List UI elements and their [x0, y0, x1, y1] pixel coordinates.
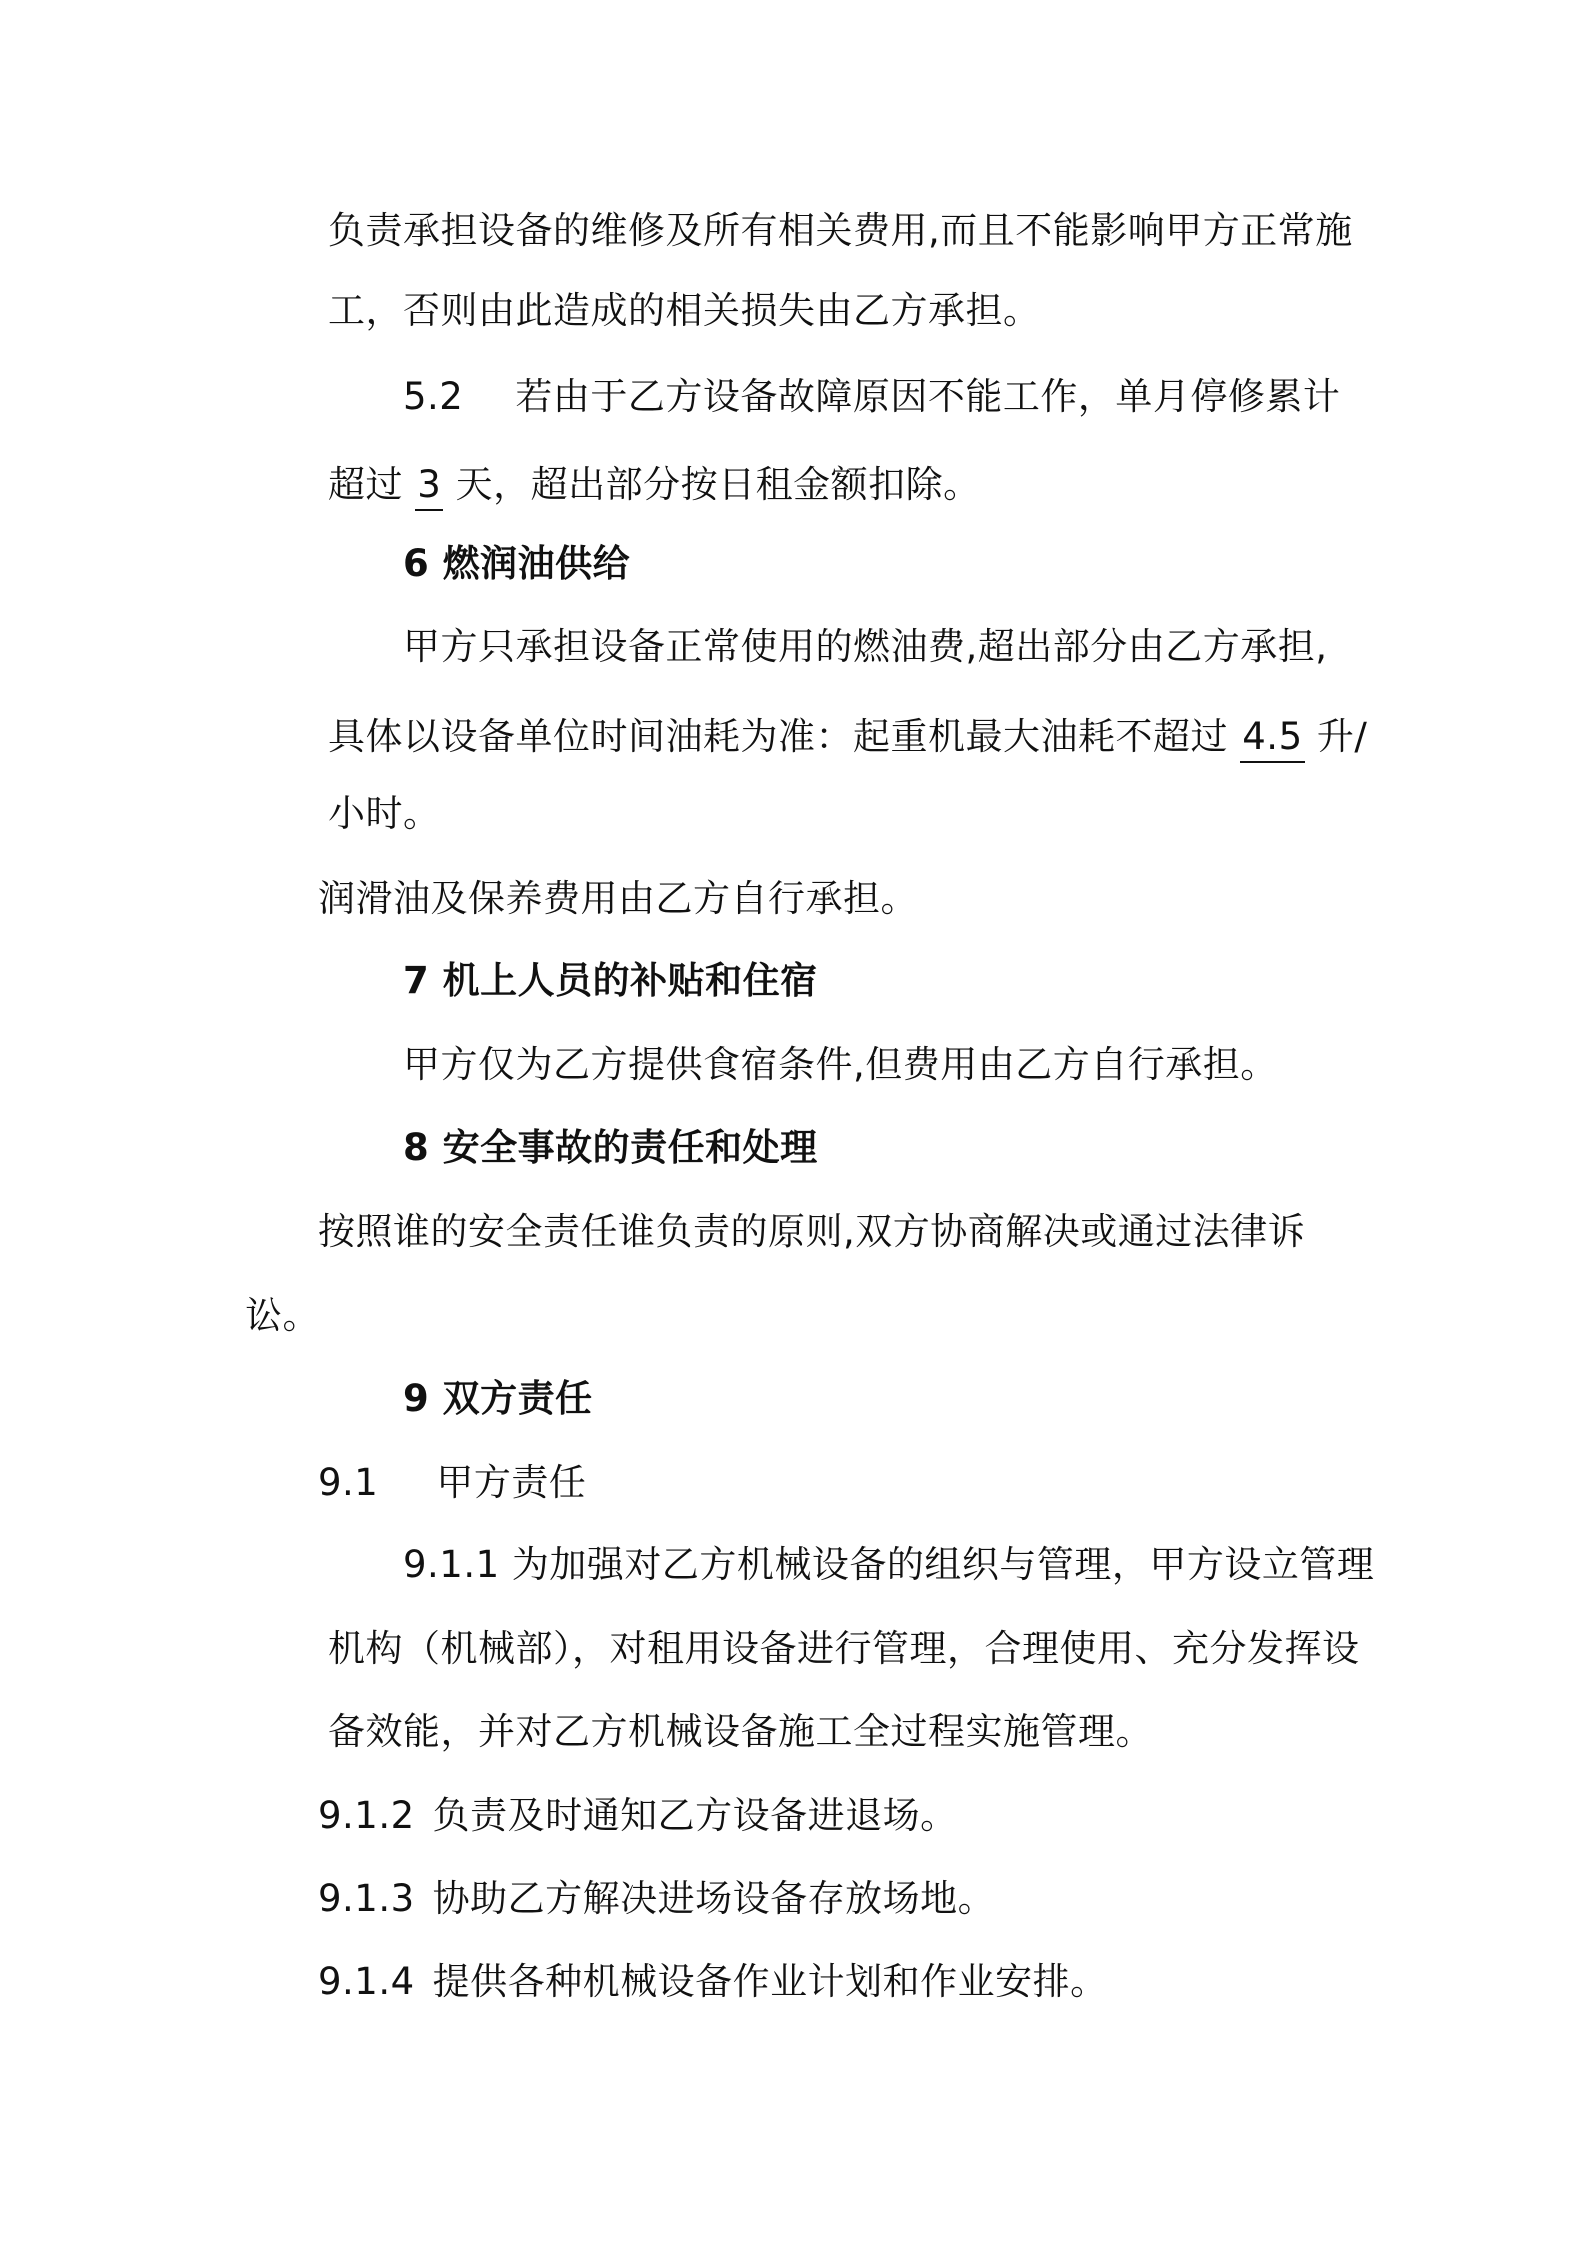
clause-9-1 — [318, 1461, 587, 1504]
paragraph-line — [328, 463, 981, 506]
underlined-fuel-value: 4.5 — [1242, 715, 1303, 758]
line-text: 工，否则由此造成的相关损失由乙方承担。 — [328, 289, 1041, 332]
line-text: 甲方仅为乙方提供食宿条件,但费用由乙方自行承担。 — [403, 1043, 1278, 1086]
clause-5-2 — [403, 375, 1341, 418]
clause-9-1-3 — [318, 1877, 996, 1920]
section-heading-6 — [403, 542, 631, 585]
paragraph-line — [403, 625, 1328, 668]
paragraph-line — [318, 877, 918, 920]
heading-text: 8 安全事故的责任和处理 — [403, 1126, 818, 1169]
heading-text: 9 双方责任 — [403, 1377, 593, 1420]
clause-9-1-4 — [318, 1960, 1108, 2003]
section-heading-9 — [403, 1377, 593, 1420]
line-text: 备效能，并对乙方机械设备施工全过程实施管理。 — [328, 1710, 1153, 1753]
clause-text: 协助乙方解决进场设备存放场地。 — [432, 1877, 996, 1920]
paragraph-line — [403, 1043, 1278, 1086]
section-heading-7 — [403, 959, 818, 1002]
section-heading-8 — [403, 1126, 818, 1169]
paragraph-line — [328, 792, 441, 835]
paragraph-line — [328, 1627, 1360, 1670]
heading-text: 6 燃润油供给 — [403, 542, 631, 585]
line-text: 机构（机械部），对租用设备进行管理，合理使用、充分发挥设 — [328, 1627, 1360, 1670]
clause-number: 9.1.2 — [318, 1794, 415, 1837]
line-text: 按照谁的安全责任谁负责的原则,双方协商解决或通过法律诉 — [318, 1210, 1306, 1253]
clause-text: 负责及时通知乙方设备进退场。 — [432, 1794, 958, 1837]
line-text: 讼。 — [245, 1294, 320, 1337]
line-text-suffix: 天，超出部分按日租金额扣除。 — [455, 463, 981, 506]
clause-number: 9.1.3 — [318, 1877, 415, 1920]
line-text: 润滑油及保养费用由乙方自行承担。 — [318, 877, 918, 920]
paragraph-line — [245, 1294, 320, 1337]
line-text-prefix: 具体以设备单位时间油耗为准：起重机最大油耗不超过 — [328, 715, 1228, 758]
line-text: 负责承担设备的维修及所有相关费用,而且不能影响甲方正常施 — [328, 209, 1353, 252]
clause-text: 若由于乙方设备故障原因不能工作，单月停修累计 — [515, 375, 1341, 418]
paragraph-line — [328, 209, 1353, 252]
clause-number: 9.1.4 — [318, 1960, 415, 2003]
line-text: 小时。 — [328, 792, 441, 835]
paragraph-line — [328, 289, 1041, 332]
paragraph-line — [318, 1210, 1306, 1253]
line-text: 9.1.1 为加强对乙方机械设备的组织与管理，甲方设立管理 — [403, 1543, 1375, 1586]
underlined-days-value: 3 — [417, 463, 442, 506]
paragraph-line — [328, 1710, 1153, 1753]
heading-text: 7 机上人员的补贴和住宿 — [403, 959, 818, 1002]
line-text: 甲方只承担设备正常使用的燃油费,超出部分由乙方承担, — [403, 625, 1328, 668]
clause-number: 5.2 — [403, 375, 464, 418]
clause-text: 甲方责任 — [436, 1461, 587, 1504]
line-text-prefix: 超过 — [328, 463, 403, 506]
paragraph-line — [328, 715, 1368, 758]
clause-9-1-2 — [318, 1794, 958, 1837]
paragraph-line — [403, 1543, 1375, 1586]
line-text-suffix: 升/ — [1316, 715, 1368, 758]
clause-text: 提供各种机械设备作业计划和作业安排。 — [432, 1960, 1108, 2003]
clause-number: 9.1 — [318, 1461, 379, 1504]
